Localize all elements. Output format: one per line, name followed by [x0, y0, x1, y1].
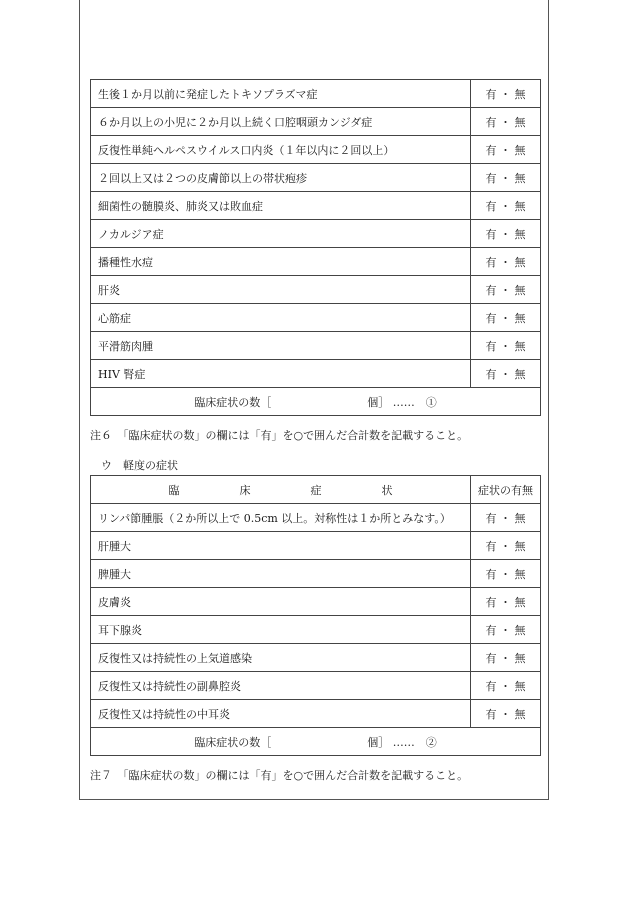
symptom-name: ノカルジア症 [91, 220, 471, 248]
symptom-name: 播種性水痘 [91, 248, 471, 276]
presence-choice[interactable]: 有 ・ 無 [471, 248, 541, 276]
presence-choice[interactable]: 有 ・ 無 [471, 220, 541, 248]
symptom-name: 反復性単純ヘルペスウイルス口内炎（１年以内に２回以上） [91, 136, 471, 164]
symptom-row [91, 560, 541, 588]
symptom-row [91, 192, 541, 220]
symptom-name: 反復性又は持続性の上気道感染 [91, 644, 471, 672]
total-cell-2 [91, 728, 541, 756]
total-cell-1 [91, 388, 541, 416]
header-presence: 症状の有無 [471, 476, 541, 504]
symptom-row [91, 276, 541, 304]
symptom-name: 生後１か月以前に発症したトキソプラズマ症 [91, 80, 471, 108]
total-label-2: 臨床症状の数［ [194, 735, 272, 749]
severe-symptoms-body [91, 80, 541, 388]
total-row-1 [91, 388, 541, 416]
symptom-row [91, 80, 541, 108]
symptom-row [91, 304, 541, 332]
symptom-row [91, 672, 541, 700]
symptom-row [91, 360, 541, 388]
presence-choice[interactable]: 有 ・ 無 [471, 588, 541, 616]
header-clinical-symptoms [91, 476, 471, 504]
mild-header-row [91, 476, 541, 504]
symptom-name: 肝腫大 [91, 532, 471, 560]
mild-symptoms-table [90, 475, 541, 756]
symptom-row [91, 504, 541, 532]
presence-choice[interactable]: 有 ・ 無 [471, 504, 541, 532]
total-unit-1: 個］ …… ① [367, 395, 437, 409]
presence-choice[interactable]: 有 ・ 無 [471, 644, 541, 672]
section-title: ウ 軽度の症状 [101, 459, 178, 472]
symptom-name: リンパ節腫脹（２か所以上で 0.5cm 以上。対称性は１か所とみなす。） [91, 504, 471, 532]
symptom-name: ２回以上又は２つの皮膚節以上の帯状疱疹 [91, 164, 471, 192]
presence-choice[interactable]: 有 ・ 無 [471, 304, 541, 332]
presence-choice[interactable]: 有 ・ 無 [471, 164, 541, 192]
presence-choice[interactable]: 有 ・ 無 [471, 672, 541, 700]
symptom-row [91, 136, 541, 164]
total-unit-2: 個］ …… ② [367, 735, 437, 749]
symptom-name: 耳下腺炎 [91, 616, 471, 644]
symptom-name: 細菌性の髄膜炎、肺炎又は敗血症 [91, 192, 471, 220]
presence-choice[interactable]: 有 ・ 無 [471, 700, 541, 728]
symptom-name: 平滑筋肉腫 [91, 332, 471, 360]
symptom-row [91, 220, 541, 248]
presence-choice[interactable]: 有 ・ 無 [471, 136, 541, 164]
presence-choice[interactable]: 有 ・ 無 [471, 276, 541, 304]
symptom-row [91, 616, 541, 644]
presence-choice[interactable]: 有 ・ 無 [471, 80, 541, 108]
symptom-name: 皮膚炎 [91, 588, 471, 616]
symptom-row [91, 532, 541, 560]
symptom-row [91, 700, 541, 728]
header-char: 床 [239, 483, 251, 497]
symptom-name: 反復性又は持続性の中耳炎 [91, 700, 471, 728]
symptom-name: 肝炎 [91, 276, 471, 304]
mild-symptoms-body [91, 504, 541, 728]
symptom-name: ６か月以上の小児に２か月以上続く口腔咽頭カンジダ症 [91, 108, 471, 136]
symptom-name: 反復性又は持続性の副鼻腔炎 [91, 672, 471, 700]
symptom-name: HIV 腎症 [91, 360, 471, 388]
presence-choice[interactable]: 有 ・ 無 [471, 108, 541, 136]
total-row-2 [91, 728, 541, 756]
symptom-row [91, 164, 541, 192]
presence-choice[interactable]: 有 ・ 無 [471, 192, 541, 220]
severe-symptoms-table [90, 79, 541, 416]
header-char: 状 [381, 483, 393, 497]
symptom-row [91, 108, 541, 136]
symptom-row [91, 644, 541, 672]
presence-choice[interactable]: 有 ・ 無 [471, 560, 541, 588]
presence-choice[interactable]: 有 ・ 無 [471, 360, 541, 388]
presence-choice[interactable]: 有 ・ 無 [471, 332, 541, 360]
note-7: 注７ 「臨床症状の数」の欄には「有」を○で囲んだ合計数を記載すること。 [90, 769, 469, 782]
symptom-row [91, 248, 541, 276]
presence-choice[interactable]: 有 ・ 無 [471, 616, 541, 644]
symptom-row [91, 588, 541, 616]
total-label-1: 臨床症状の数［ [194, 395, 272, 409]
note-6: 注６ 「臨床症状の数」の欄には「有」を○で囲んだ合計数を記載すること。 [90, 429, 469, 442]
symptom-name: 脾腫大 [91, 560, 471, 588]
header-char: 臨 [168, 483, 180, 497]
presence-choice[interactable]: 有 ・ 無 [471, 532, 541, 560]
header-char: 症 [310, 483, 322, 497]
symptom-name: 心筋症 [91, 304, 471, 332]
symptom-row [91, 332, 541, 360]
